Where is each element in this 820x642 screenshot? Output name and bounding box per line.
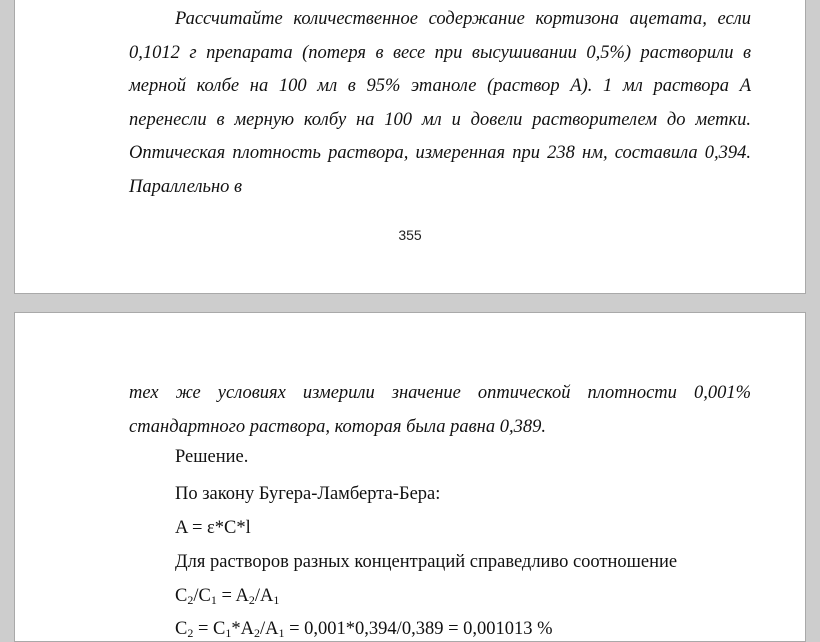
document-page-top	[14, 0, 806, 294]
relation-text: Для растворов разных концентраций справедливо соотношение	[175, 552, 678, 572]
document-page-bottom	[14, 312, 806, 642]
problem-paragraph: Рассчитайте количественное содержание кортизона ацетата, если 0,1012 г препарата (потеря в весе при высушивании 0,5%) растворили в мерной колбе на 100 мл в 95% этаноле (раствор А). 1 мл раствора А перенесли в мерную колбу на 100 мл и довели растворителем до метки. Оптическая плотность раствора, измеренная при 238 нм, составила 0,394. Параллельно в	[129, 9, 751, 197]
ratio-formula: $C_2/C_1 = A_2/A_1$	[175, 586, 280, 607]
law-line: По закону Бугера-Ламберта-Бера:	[175, 484, 441, 504]
problem-continuation: тех же условиях измерили значение оптической плотности 0,001% стандартного раствора, которая была равна 0,389.	[129, 383, 751, 437]
formula-line: A = ε*C*l	[175, 518, 251, 538]
page-number: 355	[398, 227, 422, 243]
calculation-formula: $C_2 = C_1*A_2/A_1 = 0,001*0,394/0,389 = 0,001013$ %	[175, 619, 553, 640]
solution-label: Решение.	[175, 447, 249, 467]
